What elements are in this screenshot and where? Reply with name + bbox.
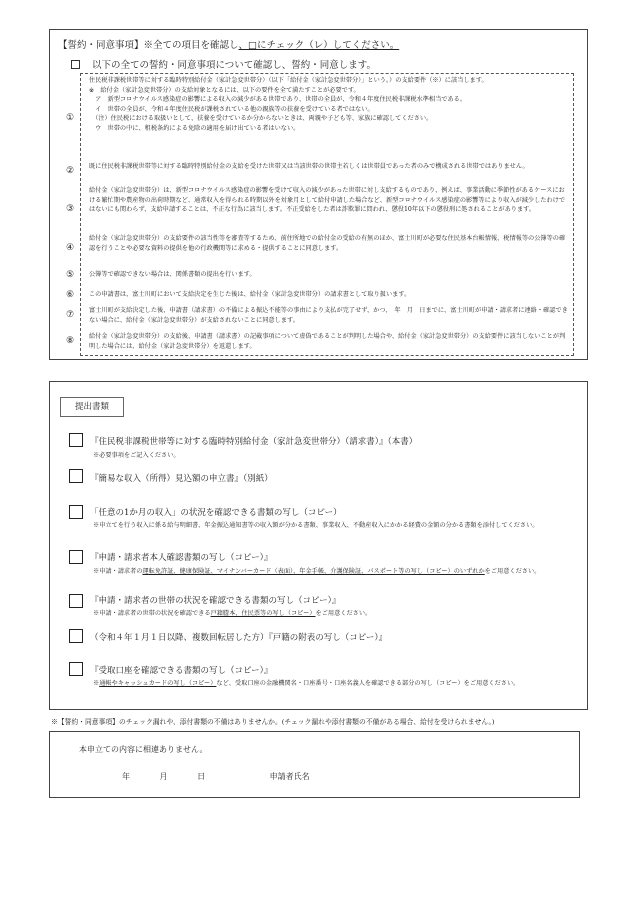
documents-label: 提出書類	[60, 397, 124, 417]
doc-note: ※申立てを行う収入に係る給与明細書、年金振込通知書等の収入額が分かる書類、事業収入、不動産収入にかかる経費の金額の分かる書類を添付してください。	[93, 522, 539, 529]
oath-item: この申請書は、富士川町において支給決定を生じた後は、給付金（家計急変世帯分）の請求書として取り扱います。	[89, 291, 411, 298]
agree-row[interactable]	[71, 57, 376, 71]
year-label: 年	[122, 772, 130, 781]
oath-heading: 【誓約・同意事項】※全ての項目を確認し、□にチェック（レ）してください。	[58, 40, 400, 51]
agree-checkbox[interactable]	[71, 60, 80, 69]
doc-title: 『受取口座を確認できる書類の写し（コピー）』	[90, 666, 273, 676]
doc-title: 『住民税非課税世帯等に対する臨時特別給付金（家計急変世帯分）（請求書）』（本書）	[90, 437, 418, 447]
doc-title: 『申請・請求者本人確認書類の写し（コピー）』	[90, 553, 273, 563]
item-number: ⑥	[66, 290, 75, 300]
agree-label: 以下の全ての誓約・同意事項について確認し、誓約・同意します。	[92, 60, 377, 71]
item-number: ①	[66, 113, 75, 123]
date-signature-row	[122, 771, 310, 782]
doc-checkbox[interactable]	[69, 662, 83, 676]
oath-item: 富士川町が支給決定した後、申請書（請求書）の不備による振込不能等の事由により支払が完了せず、かつ、 年 月 日までに、富士川町が申請・請求者に連絡・確認できない場合に、給付金（家計急変世帯分）が支給されないことに同意します。	[89, 307, 568, 324]
oath-item: 公簿等で確認できない場合は、関係書類の提出を行います。	[89, 271, 256, 278]
item-number: ⑦	[66, 310, 75, 320]
doc-title: 『簡易な収入（所得）見込額の申立書』（別紙）	[90, 474, 273, 484]
applicant-name-label: 申請者氏名	[269, 772, 310, 781]
day-label: 日	[197, 772, 206, 781]
oath-item: 既に住民税非課税世帯等に対する臨時特別給付金の支給を受けた世帯又は当該世帯の世帯主若しくは世帯員であった者のみで構成される世帯ではありません。	[89, 163, 529, 170]
doc-title: （令和４年１月１日以降、複数回転居した方）『戸籍の附表の写し（コピー）』	[90, 633, 388, 643]
item-number: ⑤	[66, 270, 75, 280]
oath-item: 給付金（家計急変世帯分）の支給後、申請書（請求書）の記載事項について虚偽であることが判明した場合や、給付金（家計急変世帯分）の支給要件に該当しないことが判明した場合には、給付金（家計急変世帯分）を返還します。	[89, 333, 566, 350]
oath-item: 住民税非課税世帯等に対する臨時特別給付金（家計急変世帯分）（以下「給付金（家計急変世帯分）」という。）の支給要件（※）に該当します。 ※ 給付金（家計急変世帯分）の支給対象となるには、以下の要件を全て満たすことが必要です。 ア 新型コロナウイルス感染症の影響による収入の減少がある世帯であり、世帯の全員が、令和４年度住民税非課税水準相当である。 イ 世帯の全員が、令和４年度住民税が課税されている他の親族等の扶養を受けている者ではない。 （注）住民税における取扱いとして、扶養を受けているか分からないときは、両親や子ども等、家族に確認してください。 ウ 世帯の中に、租税条約による免除の適用を届け出ている者はいない。	[89, 77, 488, 132]
doc-checkbox[interactable]	[69, 550, 83, 564]
doc-checkbox[interactable]	[69, 594, 83, 608]
documents-section	[49, 381, 588, 710]
bottom-warning: ※【誓約・同意事項】のチェック漏れや、添付書類の不備はありませんか。(チェック漏れや添付書類の不備がある場合、給付を受けられません。)	[51, 718, 495, 726]
doc-note: ※必要事項をご記入ください。	[93, 452, 180, 459]
declaration-text: 本申立ての内容に相違ありません。	[79, 745, 208, 754]
doc-checkbox[interactable]	[69, 629, 83, 643]
oath-item: 給付金（家計急変世帯分）の支給要件の該当性等を審査等するため、前住所地での給付金の受給の有無のほか、富士川町が必要な住民基本台帳情報、税情報等の公簿等の確認を行うことや必要な資料の提供を他の行政機関等に求める・提供することに同意します。	[89, 235, 566, 252]
item-number: ②	[66, 166, 75, 176]
oath-item: 給付金（家計急変世帯分）は、新型コロナウイルス感染症の影響を受けて収入の減少があった世帯に対し支給するものであり、例えば、事業活動に季節性があるケースにおける繁忙期や農産物の出荷時期など、通常収入を得られる時期以外を対象月として給付申請した場合など、新型コロナウイルス感染症の影響等により収入が減少したわけではないにも関わらず、支給申請することは、不正な行為に該当します。不正受給をした者は詐欺罪に問われ、懲役10年以下の懲役刑に処されることがあります。	[89, 187, 566, 214]
doc-note: ※申請・請求者の運転免許証、健康保険証、マイナンバーカード（表面）、年金手帳、介護保険証、パスポート等の写し（コピー）のいずれかをご用意ください。	[93, 568, 541, 575]
item-number: ④	[66, 243, 75, 253]
doc-checkbox[interactable]	[69, 505, 83, 519]
doc-note: ※申請・請求者の世帯の状況を確認できる戸籍謄本、住民票等の写し（コピー）をご用意ください。	[93, 610, 372, 617]
month-label: 月	[159, 772, 168, 781]
declaration-section	[49, 731, 580, 798]
doc-checkbox[interactable]	[69, 469, 83, 483]
doc-title: 「任意の1か月の収入」の状況を確認できる書類の写し（コピー）	[90, 508, 342, 518]
doc-checkbox[interactable]	[69, 433, 83, 447]
item-number: ③	[66, 204, 75, 214]
doc-title: 『申請・請求者の世帯の状況を確認できる書類の写し（コピー）』	[90, 596, 341, 606]
item-number: ⑧	[66, 336, 75, 346]
doc-note: ※通帳やキャッシュカードの写し（コピー）など、受取口座の金融機関名・口座番号・口座名義人を確認できる部分の写し（コピー）をご用意ください。	[93, 680, 520, 687]
